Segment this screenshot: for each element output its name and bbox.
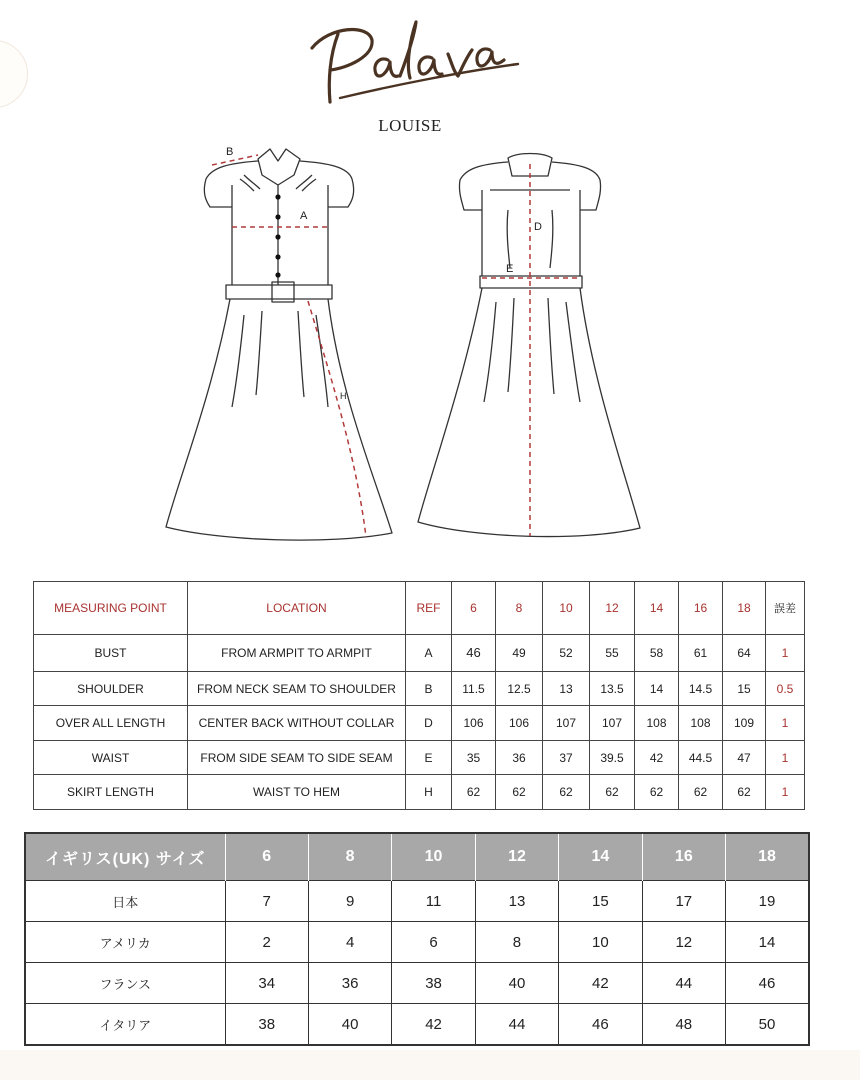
cell: 17 xyxy=(642,881,725,922)
cell: 55 xyxy=(590,635,635,672)
cell: 14 xyxy=(726,922,809,963)
header-size-18: 18 xyxy=(723,582,766,635)
cell: SKIRT LENGTH xyxy=(34,775,188,810)
cell: 34 xyxy=(225,963,308,1004)
cell: 47 xyxy=(723,740,766,775)
header-size-12: 12 xyxy=(590,582,635,635)
cell: 48 xyxy=(642,1004,725,1046)
cell: 6 xyxy=(392,922,475,963)
row-label: フランス xyxy=(25,963,225,1004)
cell: 15 xyxy=(559,881,642,922)
cell: 44 xyxy=(475,1004,558,1046)
header-size-10: 10 xyxy=(543,582,590,635)
cell: OVER ALL LENGTH xyxy=(34,706,188,741)
cell: 58 xyxy=(635,635,679,672)
cell: 2 xyxy=(225,922,308,963)
cell: H xyxy=(406,775,452,810)
cell: FROM NECK SEAM TO SHOULDER xyxy=(188,671,406,706)
bottom-band xyxy=(0,1050,860,1080)
row-label: イタリア xyxy=(25,1004,225,1046)
label-a: A xyxy=(300,210,308,222)
cell: FROM ARMPIT TO ARMPIT xyxy=(188,635,406,672)
cell: 38 xyxy=(392,963,475,1004)
cell: 62 xyxy=(452,775,496,810)
label-e: E xyxy=(506,263,514,275)
table-row xyxy=(25,881,809,922)
row-label: アメリカ xyxy=(25,922,225,963)
cell: 15 xyxy=(723,671,766,706)
cell: FROM SIDE SEAM TO SIDE SEAM xyxy=(188,740,406,775)
cell: A xyxy=(406,635,452,672)
cell: 107 xyxy=(543,706,590,741)
cell: 36 xyxy=(308,963,391,1004)
header-location: LOCATION xyxy=(188,582,406,635)
cell: 106 xyxy=(452,706,496,741)
size-header-row xyxy=(25,833,809,881)
cell: CENTER BACK WITHOUT COLLAR xyxy=(188,706,406,741)
cell: 0.5 xyxy=(766,671,805,706)
table-row xyxy=(25,922,809,963)
table-row xyxy=(25,963,809,1004)
cell: 62 xyxy=(543,775,590,810)
cell: 62 xyxy=(590,775,635,810)
table-row xyxy=(25,1004,809,1046)
cell: 4 xyxy=(308,922,391,963)
cell: 40 xyxy=(475,963,558,1004)
cell: 1 xyxy=(766,706,805,741)
brand-logo xyxy=(290,10,530,110)
header-uk-14: 14 xyxy=(559,833,642,881)
cell: 61 xyxy=(679,635,723,672)
header-uk-8: 8 xyxy=(308,833,391,881)
header-size-6: 6 xyxy=(452,582,496,635)
cell: D xyxy=(406,706,452,741)
dress-front-diagram xyxy=(160,145,400,555)
cell: 62 xyxy=(496,775,543,810)
cell: 12.5 xyxy=(496,671,543,706)
cell: 49 xyxy=(496,635,543,672)
cell: 36 xyxy=(496,740,543,775)
cell: WAIST TO HEM xyxy=(188,775,406,810)
cell: 12 xyxy=(642,922,725,963)
measurement-header-row xyxy=(34,582,805,635)
cell: 42 xyxy=(392,1004,475,1046)
cell: 8 xyxy=(475,922,558,963)
measurement-table xyxy=(33,581,805,810)
cell: 1 xyxy=(766,740,805,775)
cell: 46 xyxy=(559,1004,642,1046)
table-row xyxy=(34,706,805,741)
header-uk-size: イギリス(UK) サイズ xyxy=(25,833,225,881)
size-conversion-table xyxy=(24,832,810,1046)
cell: 46 xyxy=(452,635,496,672)
cell: 14 xyxy=(635,671,679,706)
header-tolerance: 誤差 xyxy=(766,582,805,635)
label-h: H xyxy=(340,391,347,401)
table-row xyxy=(34,740,805,775)
cell: 40 xyxy=(308,1004,391,1046)
cell: 1 xyxy=(766,635,805,672)
cell: 62 xyxy=(723,775,766,810)
cell: 13 xyxy=(543,671,590,706)
header-measuring-point: MEASURING POINT xyxy=(34,582,188,635)
cell: 42 xyxy=(559,963,642,1004)
label-d: D xyxy=(534,221,542,233)
cell: 108 xyxy=(679,706,723,741)
cell: 52 xyxy=(543,635,590,672)
cell: 46 xyxy=(726,963,809,1004)
cell: 9 xyxy=(308,881,391,922)
header-uk-16: 16 xyxy=(642,833,725,881)
cell: 62 xyxy=(635,775,679,810)
cell: 44.5 xyxy=(679,740,723,775)
side-decoration xyxy=(0,40,28,108)
cell: E xyxy=(406,740,452,775)
cell: 42 xyxy=(635,740,679,775)
cell: 62 xyxy=(679,775,723,810)
cell: BUST xyxy=(34,635,188,672)
cell: 109 xyxy=(723,706,766,741)
header-uk-6: 6 xyxy=(225,833,308,881)
dress-back-diagram xyxy=(412,150,648,555)
label-b: B xyxy=(226,146,234,158)
cell: 13.5 xyxy=(590,671,635,706)
cell: 50 xyxy=(726,1004,809,1046)
cell: SHOULDER xyxy=(34,671,188,706)
cell: 108 xyxy=(635,706,679,741)
cell: 10 xyxy=(559,922,642,963)
cell: 37 xyxy=(543,740,590,775)
cell: 106 xyxy=(496,706,543,741)
table-row xyxy=(34,671,805,706)
cell: 35 xyxy=(452,740,496,775)
cell: 1 xyxy=(766,775,805,810)
table-row xyxy=(34,775,805,810)
cell: WAIST xyxy=(34,740,188,775)
cell: B xyxy=(406,671,452,706)
cell: 64 xyxy=(723,635,766,672)
cell: 38 xyxy=(225,1004,308,1046)
cell: 107 xyxy=(590,706,635,741)
cell: 13 xyxy=(475,881,558,922)
cell: 39.5 xyxy=(590,740,635,775)
cell: 7 xyxy=(225,881,308,922)
cell: 44 xyxy=(642,963,725,1004)
table-row xyxy=(34,635,805,672)
row-label: 日本 xyxy=(25,881,225,922)
header-uk-18: 18 xyxy=(726,833,809,881)
header-size-16: 16 xyxy=(679,582,723,635)
header-uk-10: 10 xyxy=(392,833,475,881)
header-size-8: 8 xyxy=(496,582,543,635)
cell: 11.5 xyxy=(452,671,496,706)
cell: 11 xyxy=(392,881,475,922)
cell: 19 xyxy=(726,881,809,922)
model-name: LOUISE xyxy=(378,116,442,135)
header-size-14: 14 xyxy=(635,582,679,635)
header-ref: REF xyxy=(406,582,452,635)
header-uk-12: 12 xyxy=(475,833,558,881)
cell: 14.5 xyxy=(679,671,723,706)
